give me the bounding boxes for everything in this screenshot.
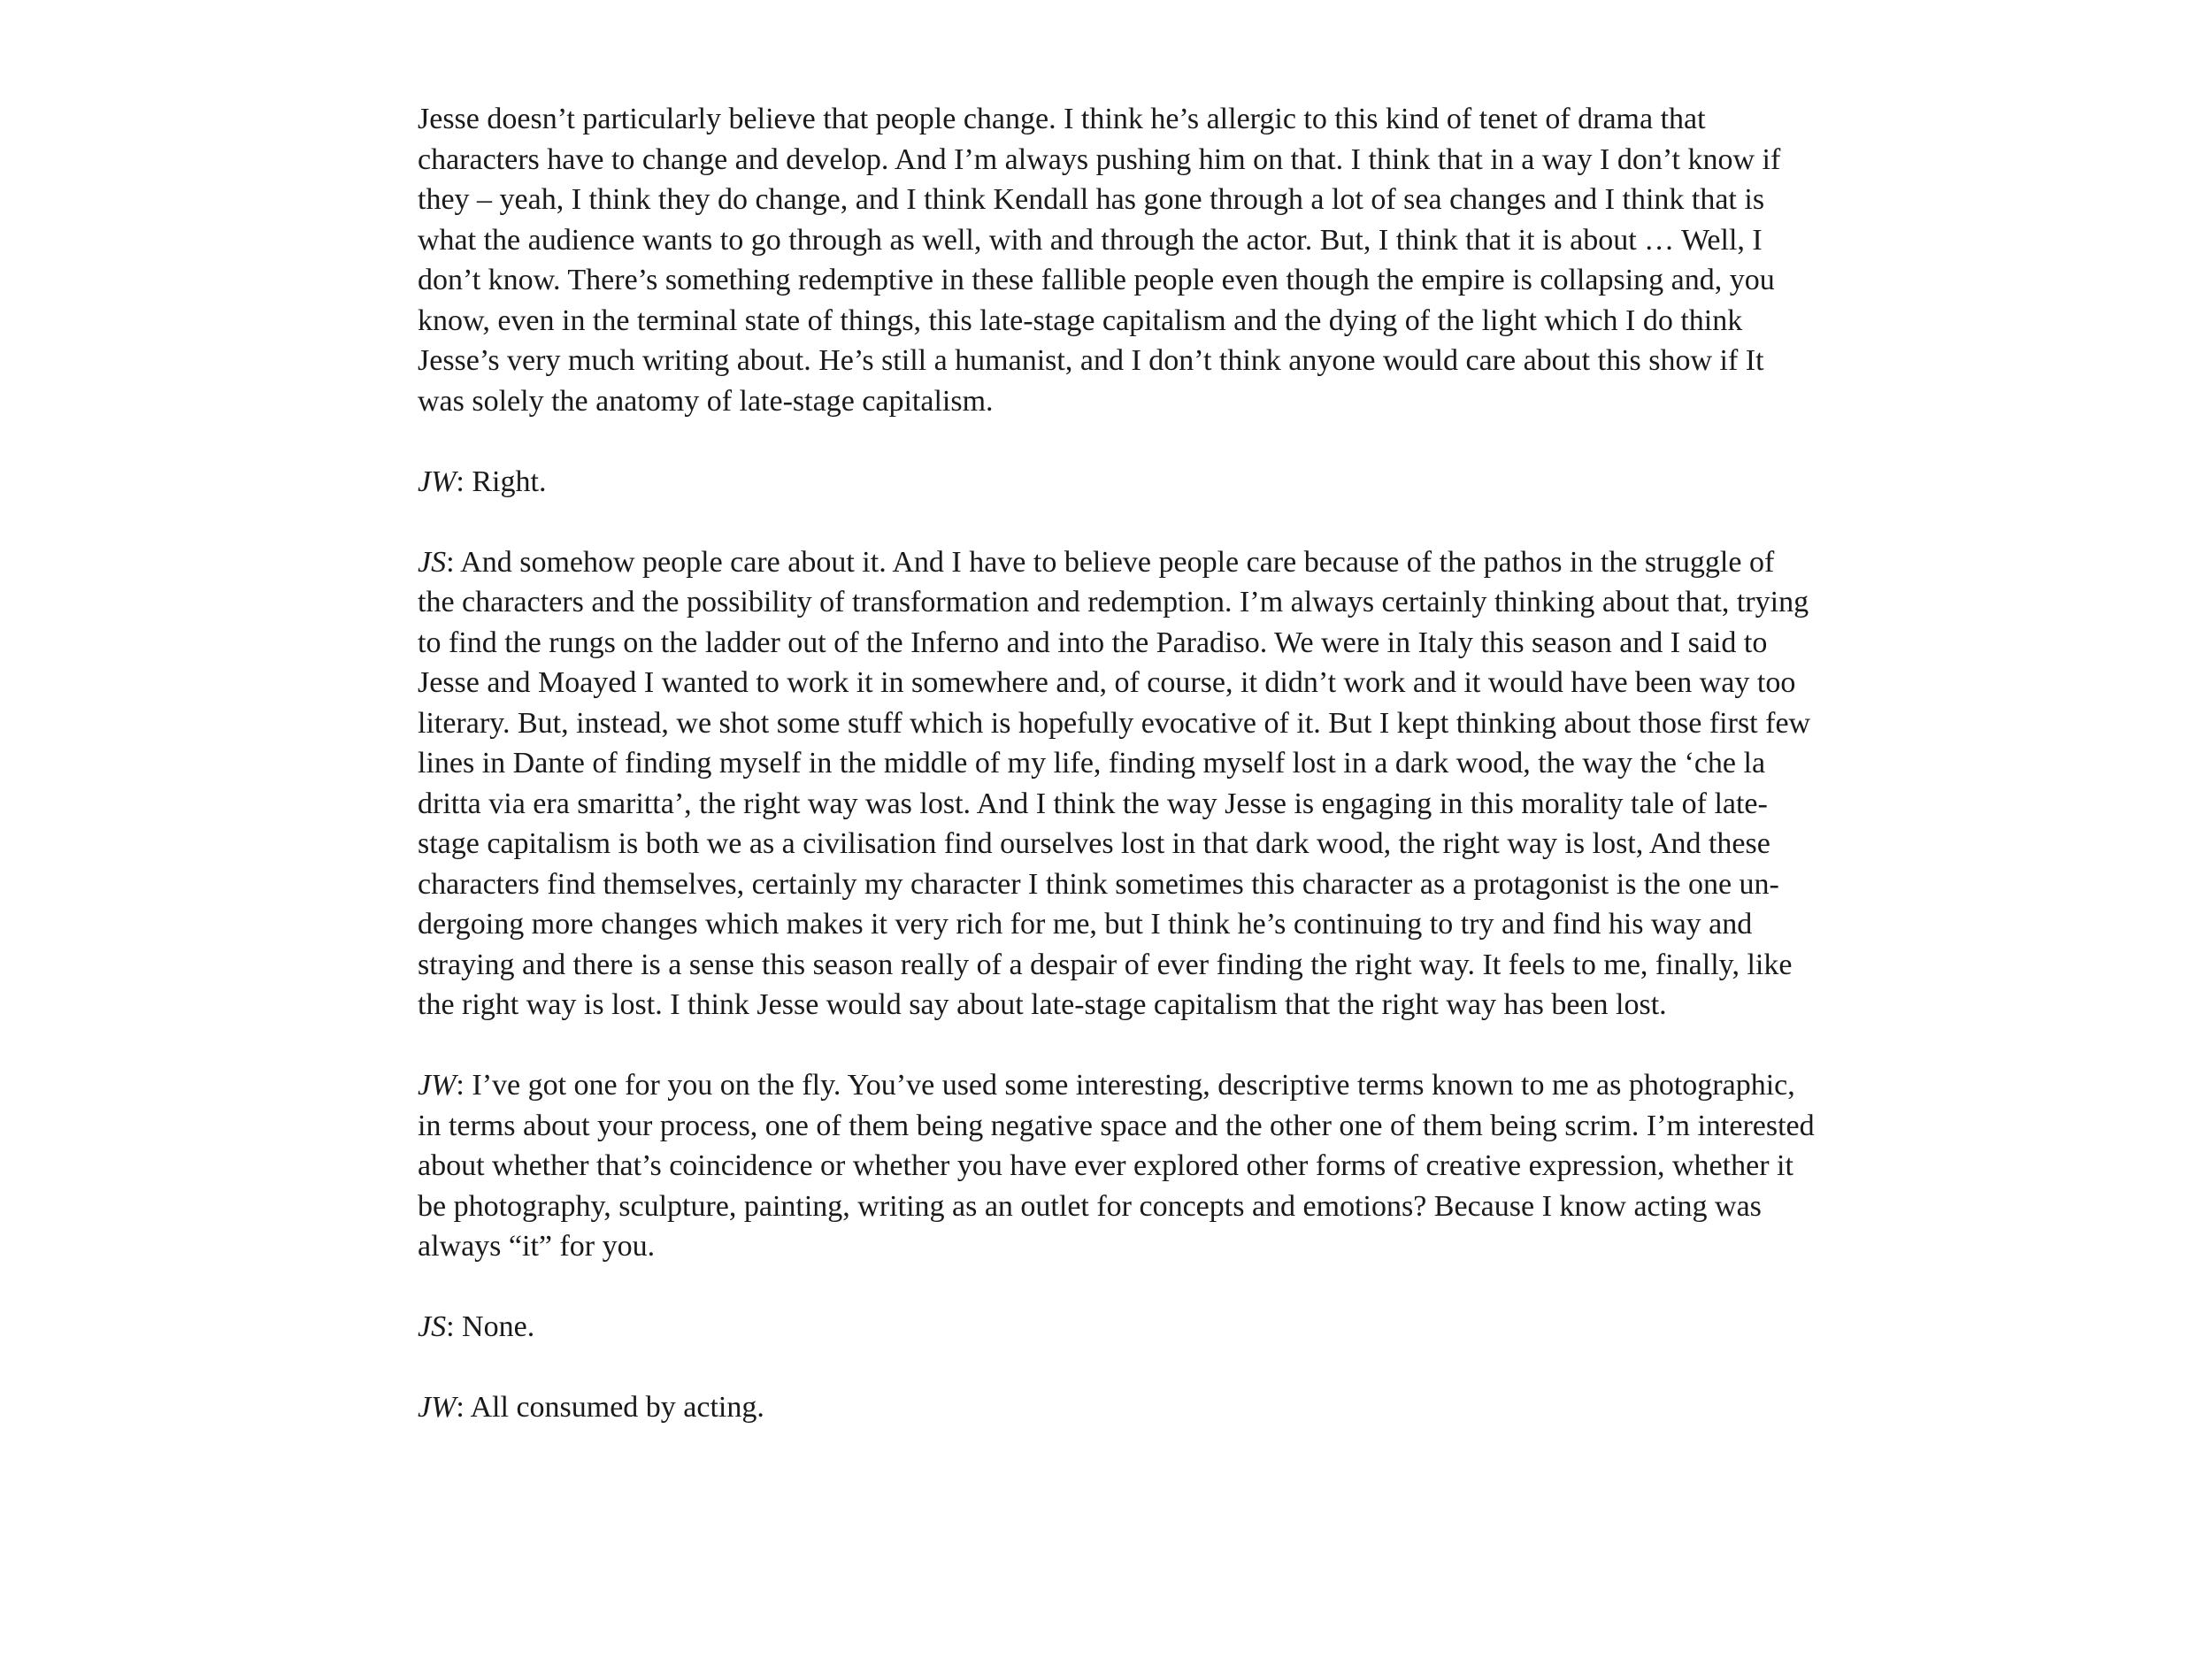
speaker-separator: : [446, 545, 455, 579]
interview-transcript [418, 99, 1816, 1428]
paragraph-text: Right. [464, 465, 547, 498]
paragraph-2 [418, 462, 1816, 503]
paragraph-4 [418, 1065, 1816, 1267]
paragraph-text: None. [454, 1310, 535, 1343]
paragraph-5 [418, 1307, 1816, 1348]
paragraph-6 [418, 1387, 1816, 1428]
paragraph-3 [418, 542, 1816, 1025]
speaker-separator: : [456, 465, 465, 498]
speaker-label: JW [418, 1391, 457, 1424]
paragraph-text: I’ve got one for you on the fly. You’ve used some interesting, descriptive terms known to me as photographic, in terms about your process, one of them being negative space and the other one of them being scrim. I’m interested about whether that’s coincidence or whether you have ever explored other forms of creative expression, whether it be photography, sculpture, painting, writing as an outlet for concepts and emotions? Because I know acting was always “it” for you. [418, 1069, 1815, 1263]
speaker-label: JW [418, 465, 457, 498]
speaker-separator: : [456, 1069, 465, 1102]
speaker-label: JW [418, 1069, 457, 1102]
speaker-label: JS [418, 1310, 447, 1343]
paragraph-text: All consumed by acting. [464, 1391, 764, 1424]
paragraph-text: Jesse doesn’t particularly believe that people change. I think he’s allergic to this kind of tenet of drama that characters have to change and develop. And I’m always pushing him on that. I think that in a way I don’t know if they – yeah, I think they do change, and I think Kendall has gone through a lot of sea changes and I think that is what the audience wants to go through as well, with and through the actor. But, I think that it is about … Well, I don’t know. There’s something redemptive in these fallible people even though the empire is collapsing and, you know, even in the terminal state of things, this late-stage capitalism and the dying of the light which I do think Jesse’s very much writing about. He’s still a humanist, and I don’t think anyone would care about this show if It was solely the anatomy of late-stage capitalism. [418, 103, 1781, 418]
speaker-label: JS [418, 545, 447, 579]
paragraph-text: And somehow people care about it. And I have to believe people care because of the pathos in the struggle of the characters and the possibility of transformation and redemption. I’m always certainly thinking about that, trying to find the rungs on the ladder out of the Inferno and into the Paradiso. We were in Italy this season and I said to Jesse and Moayed I wanted to work it in somewhere and, of course, it didn’t work and it would have been way too literary. But, instead, we shot some stuff which is hopefully evocative of it. But I kept thinking about those first few lines in Dante of finding myself in the middle of my life, finding myself lost in a dark wood, the way the ‘che la dritta via era smaritta’, the right way was lost. And I think the way Jesse is engaging in this morality tale of late-stage capitalism is both we as a civilisation find ourselves lost in that dark wood, the right way is lost, And these characters find themselves, certainly my character I think sometimes this character as a protagonist is the one un-dergoing more changes which makes it very rich for me, but I think he’s continuing to try and find his way and straying and there is a sense this season really of a despair of ever finding the right way. It feels to me, finally, like the right way is lost. I think Jesse would say about late-stage capitalism that the right way has been lost. [418, 545, 1811, 1021]
speaker-separator: : [446, 1310, 455, 1343]
paragraph-1 [418, 99, 1816, 421]
speaker-separator: : [456, 1391, 465, 1424]
